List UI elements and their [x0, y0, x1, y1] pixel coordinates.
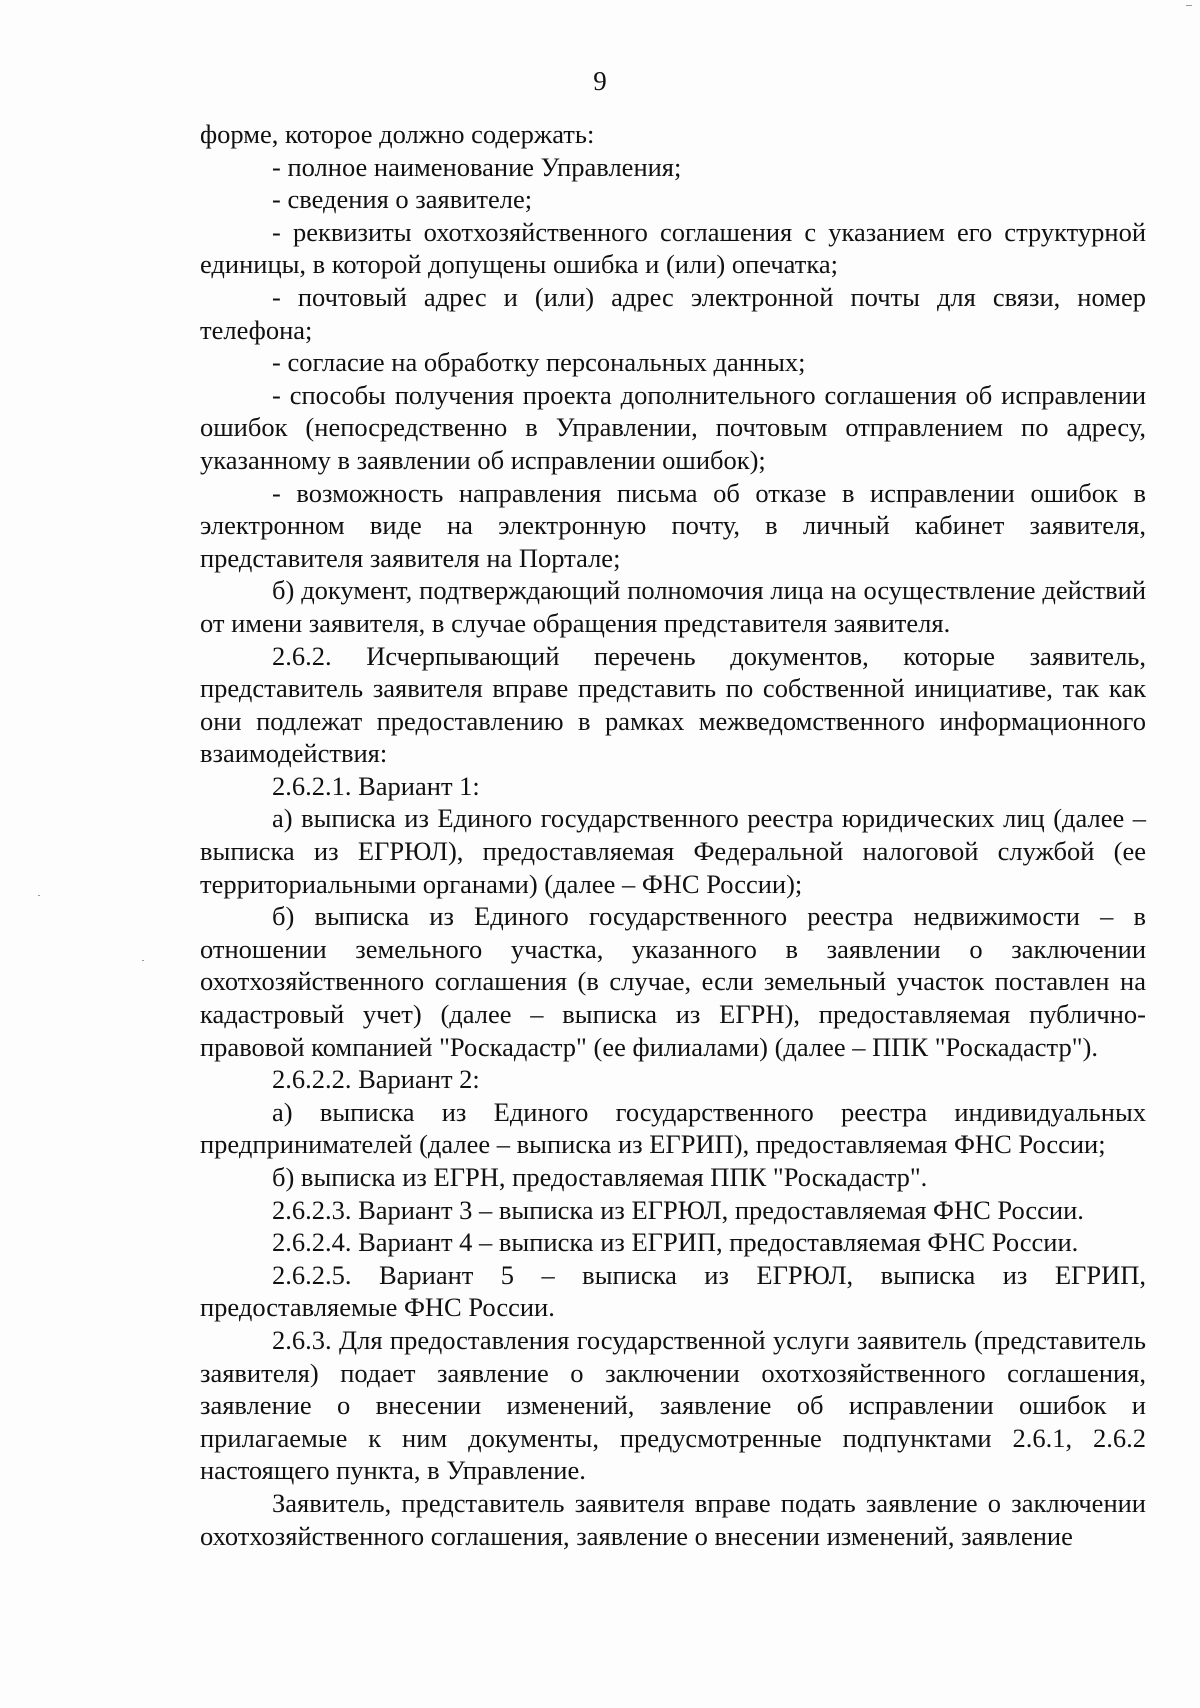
list-item: - полное наименование Управления;: [272, 151, 682, 182]
paragraph: 2.6.2.3. Вариант 3 – выписка из ЕГРЮЛ, предоставляемая ФНС России.: [272, 1194, 1084, 1225]
scan-speck: [38, 895, 40, 896]
page-number: 9: [593, 66, 607, 96]
paragraph: а) выписка из Единого государственного реестра юридических лиц (далее – выписка из ЕГРЮЛ), предоставляемая Федеральной налоговой службой (ее территориальными органами) (далее – ФНС России);: [200, 803, 1146, 899]
document-body: [200, 118, 1146, 1552]
scan-speck: [142, 960, 144, 961]
list-item: - способы получения проекта дополнительного соглашения об исправлении ошибок (непосредственно в Управлении, почтовым отправлением по адресу, указанному в заявлении об исправлении ошибок);: [200, 379, 1146, 475]
paragraph: форме, которое должно содержать:: [200, 119, 595, 149]
list-item: - реквизиты охотхозяйственного соглашения с указанием его структурной единицы, в которой допущены ошибка и (или) опечатка;: [200, 216, 1146, 280]
list-item: - сведения о заявителе;: [272, 184, 533, 215]
paragraph: 2.6.2.5. Вариант 5 – выписка из ЕГРЮЛ, выписка из ЕГРИП, предоставляемые ФНС России.: [200, 1259, 1146, 1323]
paragraph: б) выписка из ЕГРН, предоставляемая ППК "Роскадастр".: [272, 1162, 928, 1192]
paragraph: а) выписка из Единого государственного реестра индивидуальных предпринимателей (далее – выписка из ЕГРИП), предоставляемая ФНС России;: [200, 1096, 1146, 1160]
paragraph: Заявитель, представитель заявителя вправе подать заявление о заключении охотхозяйственного соглашения, заявление о внесении изменений, заявление: [200, 1487, 1146, 1551]
paragraph: 2.6.2. Исчерпывающий перечень документов, которые заявитель, представитель заявителя вправе представить по собственной инициативе, так как они подлежат предоставлению в рамках межведомственного информационного взаимодействия:: [200, 640, 1146, 769]
paragraph: 2.6.2.1. Вариант 1:: [272, 770, 480, 801]
paragraph: 2.6.2.2. Вариант 2:: [272, 1064, 480, 1095]
list-item: - согласие на обработку персональных данных;: [272, 347, 806, 378]
paragraph: 2.6.3. Для предоставления государственной услуги заявитель (представитель заявителя) подает заявление о заключении охотхозяйственного соглашения, заявление о внесении изменений, заявление об исправлении ошибок и прилагаемые к ним документы, предусмотренные подпунктами 2.6.1, 2.6.2 настоящего пункта, в Управление.: [200, 1324, 1146, 1486]
paragraph: б) документ, подтверждающий полномочия лица на осуществление действий от имени заявителя, в случае обращения представителя заявителя.: [200, 575, 1146, 638]
paragraph: б) выписка из Единого государственного реестра недвижимости – в отношении земельного участка, указанного в заявлении о заключении охотхозяйственного соглашения (в случае, если земельный участок поставлен на кадастровый учет) (далее – выписка из ЕГРН), предоставляемая публично-правовой компанией "Роскадастр" (ее филиалами) (далее – ППК "Роскадастр").: [200, 901, 1146, 1062]
paragraph: 2.6.2.4. Вариант 4 – выписка из ЕГРИП, предоставляемая ФНС России.: [272, 1227, 1079, 1258]
list-item: - возможность направления письма об отказе в исправлении ошибок в электронном виде на электронную почту, в личный кабинет заявителя, представителя заявителя на Портале;: [200, 477, 1146, 573]
scan-speck: [1186, 5, 1192, 6]
list-item: - почтовый адрес и (или) адрес электронной почты для связи, номер телефона;: [200, 281, 1146, 345]
